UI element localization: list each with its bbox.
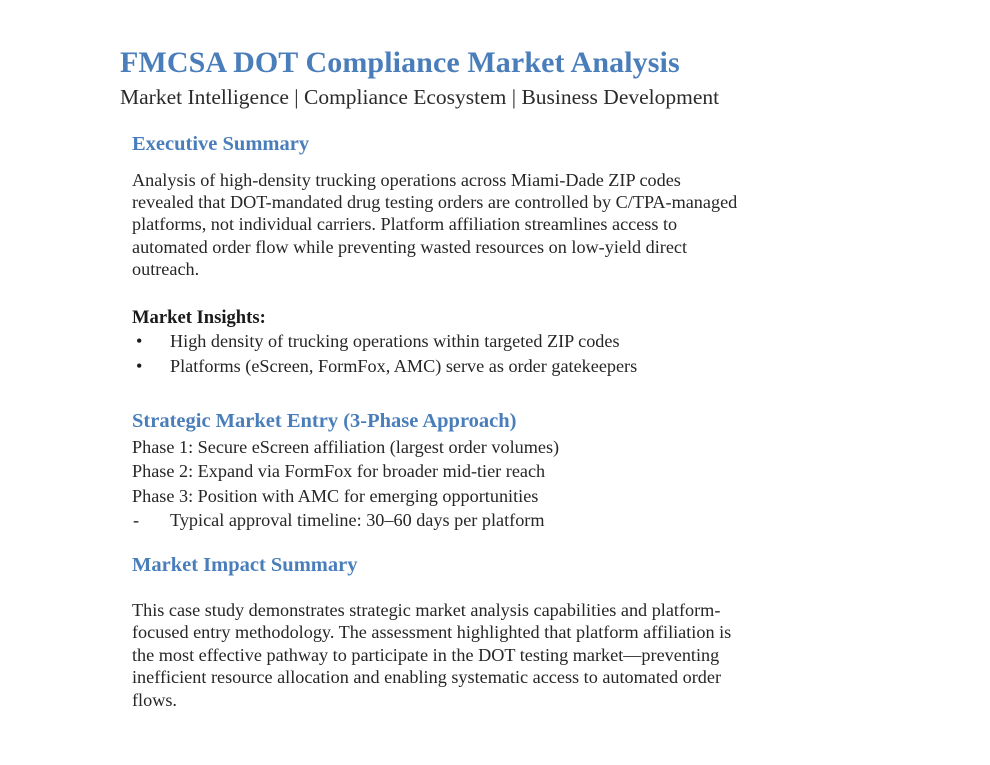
bullet-icon: • bbox=[136, 355, 143, 376]
list-item-label: Typical approval timeline: 30–60 days per platform bbox=[170, 510, 545, 531]
list-item bbox=[132, 329, 744, 354]
heading-executive-summary: Executive Summary bbox=[132, 133, 310, 155]
spacer bbox=[132, 379, 744, 409]
list-item bbox=[132, 508, 744, 533]
list-item-label: High density of trucking operations within targeted ZIP codes bbox=[170, 330, 620, 351]
bullet-icon: • bbox=[136, 330, 143, 351]
dash-bullet-icon: - bbox=[133, 510, 140, 531]
spacer bbox=[132, 281, 744, 307]
list-item-label: Platforms (eScreen, FormFox, AMC) serve as order gatekeepers bbox=[170, 355, 638, 376]
phase-line-1: Phase 1: Secure eScreen affiliation (largest order volumes) bbox=[132, 436, 560, 457]
spacer bbox=[132, 533, 744, 553]
paragraph-executive-summary: Analysis of high-density trucking operations across Miami-Dade ZIP codes revealed that DOT-mandated drug testing orders are controlled by C/TPA-managed platforms, not individual carriers. Platform affiliation streamlines access to automated order flow while preventing wasted resources on low-yield direct outreach. bbox=[132, 169, 738, 280]
phase-line-2: Phase 2: Expand via FormFox for broader mid-tier reach bbox=[132, 461, 546, 482]
list-market-insights bbox=[132, 329, 744, 379]
spacer bbox=[132, 158, 744, 169]
spacer bbox=[132, 579, 744, 599]
heading-market-impact-summary: Market Impact Summary bbox=[132, 554, 358, 577]
phase-line-3: Phase 3: Position with AMC for emerging opportunities bbox=[132, 485, 539, 506]
label-market-insights: Market Insights: bbox=[132, 306, 266, 328]
page-title: FMCSA DOT Compliance Market Analysis bbox=[120, 46, 680, 80]
list-item bbox=[132, 354, 744, 379]
document-body bbox=[132, 132, 744, 711]
page-subtitle: Market Intelligence | Compliance Ecosystem | Business Development bbox=[120, 85, 720, 109]
heading-strategic-market-entry: Strategic Market Entry (3-Phase Approach) bbox=[132, 409, 517, 432]
list-strategic-note bbox=[132, 508, 744, 533]
paragraph-market-impact-summary: This case study demonstrates strategic market analysis capabilities and platform-focused entry methodology. The assessment highlighted that platform affiliation is the most effective pathway to participate in the DOT testing market—preventing inefficient resource allocation and enabling systematic access to automated order flows. bbox=[132, 600, 732, 710]
